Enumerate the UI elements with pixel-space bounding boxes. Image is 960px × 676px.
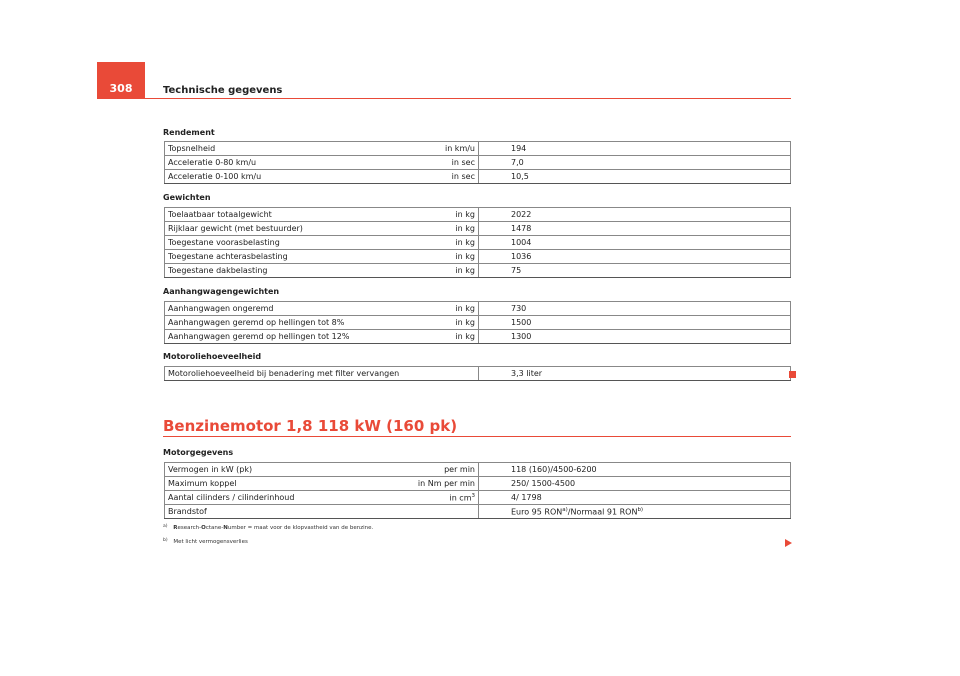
row-value: 1500 bbox=[479, 316, 791, 330]
row-label: Toegestane achterasbelasting bbox=[168, 252, 288, 261]
row-label: Maximum koppel bbox=[168, 479, 237, 488]
footnote-a bbox=[163, 525, 373, 531]
row-label: Aanhangwagen geremd op hellingen tot 8% bbox=[168, 318, 345, 327]
footnote-text: esearch- bbox=[177, 525, 202, 531]
row-label: Acceleratie 0-80 km/u bbox=[168, 158, 257, 167]
table-row bbox=[165, 505, 791, 519]
row-unit: in sec bbox=[451, 158, 475, 167]
page-header-title: Technische gegevens bbox=[163, 85, 283, 96]
row-label: Aanhangwagen ongeremd bbox=[168, 304, 274, 313]
gewichten-table bbox=[164, 207, 791, 278]
row-unit: in kg bbox=[455, 304, 475, 313]
row-label: Aantal cilinders / cilinderinhoud bbox=[168, 492, 295, 502]
row-value: 1478 bbox=[479, 222, 791, 236]
header-divider bbox=[145, 98, 791, 99]
table-row bbox=[165, 170, 791, 184]
row-unit: per min bbox=[444, 465, 475, 474]
section-heading-motorgegevens: Motorgegevens bbox=[163, 448, 234, 457]
motorolie-table bbox=[164, 366, 791, 381]
row-unit: in km/u bbox=[444, 144, 475, 153]
footnote-ref-a: a) bbox=[562, 506, 568, 513]
row-unit: in kg bbox=[455, 238, 475, 247]
footnote-mark: b) bbox=[163, 538, 168, 543]
row-label: Toelaatbaar totaalgewicht bbox=[168, 210, 272, 219]
row-label: Rijklaar gewicht (met bestuurder) bbox=[168, 224, 303, 233]
fuel-alternative: /Normaal 91 RON bbox=[567, 507, 638, 517]
row-unit: in kg bbox=[455, 210, 475, 219]
row-value: 730 bbox=[479, 302, 791, 316]
row-value: 250/ 1500-4500 bbox=[479, 477, 791, 491]
footnote-acronym-letter: N bbox=[223, 525, 228, 531]
row-unit: in kg bbox=[455, 252, 475, 261]
footnote-text: Met licht vermogensverlies bbox=[173, 539, 248, 545]
footnote-acronym-letter: O bbox=[201, 525, 206, 531]
row-value: 75 bbox=[479, 264, 791, 278]
row-value: 4/ 1798 bbox=[479, 491, 791, 505]
row-label: Aanhangwagen geremd op hellingen tot 12% bbox=[168, 332, 350, 341]
row-value: 118 (160)/4500-6200 bbox=[479, 463, 791, 477]
footnote-ref-b: b) bbox=[637, 506, 644, 513]
row-unit: in kg bbox=[455, 266, 475, 275]
row-label: Toegestane dakbelasting bbox=[168, 266, 268, 275]
section-heading-rendement: Rendement bbox=[163, 128, 215, 137]
table-row bbox=[165, 316, 791, 330]
row-unit bbox=[449, 493, 475, 503]
section-heading-motorolie: Motoroliehoeveelheid bbox=[163, 352, 262, 361]
table-row bbox=[165, 302, 791, 316]
table-row bbox=[165, 491, 791, 505]
engine-section-title: Benzinemotor 1,8 118 kW (160 pk) bbox=[163, 417, 458, 435]
row-value bbox=[479, 505, 791, 519]
row-unit: in kg bbox=[455, 318, 475, 327]
table-row bbox=[165, 250, 791, 264]
footnote-text: umber = maat voor de klopvastheid van de benzine. bbox=[227, 525, 374, 531]
rendement-table bbox=[164, 141, 791, 184]
row-value: 1300 bbox=[479, 330, 791, 344]
section-end-marker bbox=[789, 371, 796, 378]
table-row bbox=[165, 156, 791, 170]
table-row bbox=[165, 208, 791, 222]
row-unit: in Nm per min bbox=[417, 479, 475, 488]
row-value: 7,0 bbox=[479, 156, 791, 170]
table-row bbox=[165, 463, 791, 477]
row-value: 3,3 liter bbox=[479, 367, 791, 381]
unit-text: in cm bbox=[449, 493, 472, 503]
footnote-mark: a) bbox=[163, 524, 168, 529]
row-label: Acceleratie 0-100 km/u bbox=[168, 172, 262, 181]
row-label: Topsnelheid bbox=[168, 144, 216, 153]
continue-arrow-icon bbox=[785, 539, 792, 547]
row-value: 2022 bbox=[479, 208, 791, 222]
footnote-acronym-letter: R bbox=[173, 525, 178, 531]
table-row bbox=[165, 330, 791, 344]
footnote-text: ctane- bbox=[205, 525, 224, 531]
row-unit: in sec bbox=[451, 172, 475, 181]
row-label: Motoroliehoeveelheid bij benadering met filter vervangen bbox=[168, 369, 400, 378]
motorgegevens-table bbox=[164, 462, 791, 519]
row-value: 1004 bbox=[479, 236, 791, 250]
unit-superscript: 3 bbox=[471, 492, 475, 499]
footnotes bbox=[163, 525, 373, 553]
fuel-primary: Euro 95 RON bbox=[511, 507, 563, 517]
title-divider bbox=[163, 436, 791, 437]
section-heading-gewichten: Gewichten bbox=[163, 193, 211, 202]
table-row bbox=[165, 477, 791, 491]
section-heading-aanhangwagen: Aanhangwagengewichten bbox=[163, 287, 280, 296]
aanhangwagen-table bbox=[164, 301, 791, 344]
footnote-b bbox=[163, 539, 373, 545]
row-unit: in kg bbox=[455, 332, 475, 341]
row-label: Brandstof bbox=[168, 507, 207, 516]
row-value: 1036 bbox=[479, 250, 791, 264]
row-label: Vermogen in kW (pk) bbox=[168, 465, 253, 474]
table-row bbox=[165, 222, 791, 236]
table-row bbox=[165, 264, 791, 278]
table-row bbox=[165, 367, 791, 381]
row-label: Toegestane voorasbelasting bbox=[168, 238, 280, 247]
page-number: 308 bbox=[97, 62, 145, 99]
row-value: 194 bbox=[479, 142, 791, 156]
table-row bbox=[165, 236, 791, 250]
row-unit: in kg bbox=[455, 224, 475, 233]
row-value: 10,5 bbox=[479, 170, 791, 184]
table-row bbox=[165, 142, 791, 156]
